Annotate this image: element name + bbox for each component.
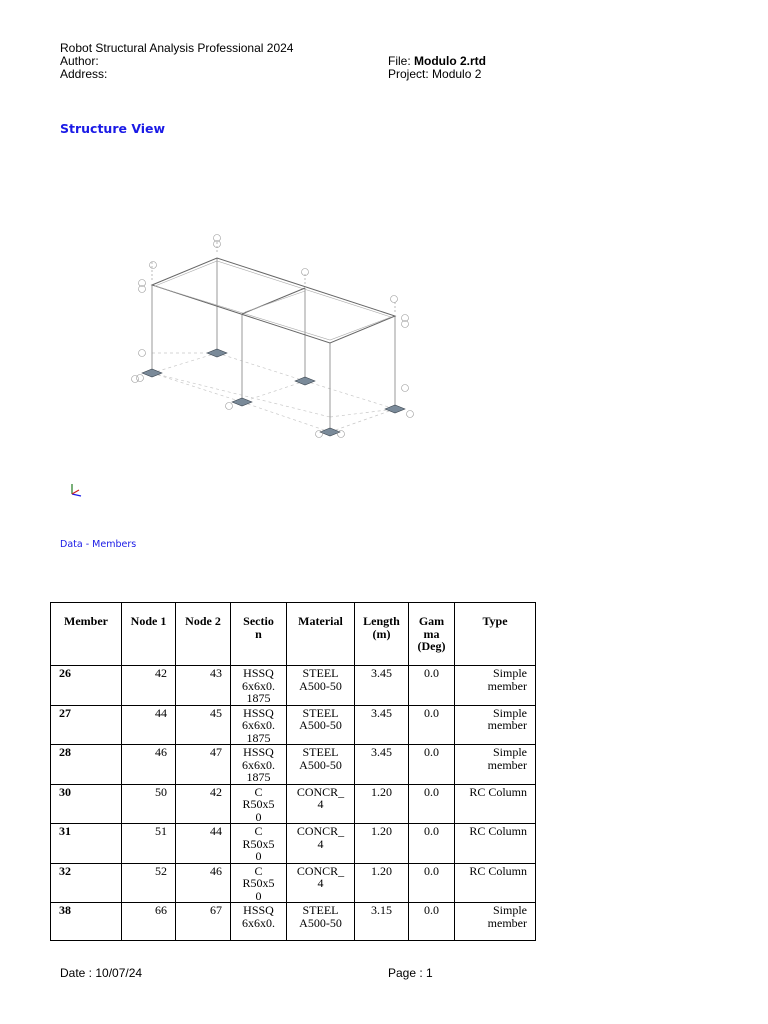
cell-type: RC Column xyxy=(455,824,536,864)
col-section: Sectio n xyxy=(231,603,287,666)
cell-type: RC Column xyxy=(455,784,536,824)
cell-member: 26 xyxy=(51,666,122,706)
footer-page: Page : 1 xyxy=(388,966,433,980)
author-label: Author: xyxy=(60,54,99,68)
cell-node1: 44 xyxy=(122,705,176,745)
cell-node1: 50 xyxy=(122,784,176,824)
col-member: Member xyxy=(51,603,122,666)
cell-material: STEEL A500-50 xyxy=(287,666,355,706)
cell-material: CONCR_ 4 xyxy=(287,824,355,864)
cell-material: STEEL A500-50 xyxy=(287,705,355,745)
cell-material: STEEL A500-50 xyxy=(287,903,355,941)
cell-section: HSSQ 6x6x0. xyxy=(231,903,287,941)
cell-gamma: 0.0 xyxy=(409,824,455,864)
cell-length: 3.45 xyxy=(355,666,409,706)
structure-view-image xyxy=(60,180,536,500)
cell-gamma: 0.0 xyxy=(409,666,455,706)
supports xyxy=(142,349,405,436)
table-row xyxy=(51,863,536,903)
col-node1: Node 1 xyxy=(122,603,176,666)
report-header-right xyxy=(388,55,486,81)
cell-node2: 67 xyxy=(176,903,231,941)
table-row xyxy=(51,745,536,785)
cell-type: Simple member xyxy=(455,705,536,745)
cell-gamma: 0.0 xyxy=(409,745,455,785)
structure-drawing xyxy=(60,180,536,500)
ground-grid xyxy=(152,353,395,432)
table-row xyxy=(51,666,536,706)
file-name: Modulo 2.rtd xyxy=(414,54,487,68)
cell-length: 1.20 xyxy=(355,863,409,903)
cell-section: C R50x5 0 xyxy=(231,863,287,903)
table-header-row xyxy=(51,603,536,666)
col-material: Material xyxy=(287,603,355,666)
cell-type: Simple member xyxy=(455,666,536,706)
axes-icon xyxy=(72,484,81,496)
node-markers xyxy=(132,235,414,438)
project-name: Modulo 2 xyxy=(432,67,482,81)
footer-date: Date : 10/07/24 xyxy=(60,966,143,980)
cell-type: Simple member xyxy=(455,903,536,941)
cell-node1: 51 xyxy=(122,824,176,864)
cell-gamma: 0.0 xyxy=(409,705,455,745)
cell-member: 28 xyxy=(51,745,122,785)
cell-member: 31 xyxy=(51,824,122,864)
cell-member: 32 xyxy=(51,863,122,903)
columns xyxy=(152,242,395,432)
col-type: Type xyxy=(455,603,536,666)
file-line: File: Modulo 2.rtd xyxy=(388,54,487,68)
cell-section: HSSQ 6x6x0. 1875 xyxy=(231,666,287,706)
col-node2: Node 2 xyxy=(176,603,231,666)
cell-section: HSSQ 6x6x0. 1875 xyxy=(231,745,287,785)
cell-node2: 42 xyxy=(176,784,231,824)
cell-length: 1.20 xyxy=(355,784,409,824)
cell-node2: 47 xyxy=(176,745,231,785)
table-row xyxy=(51,784,536,824)
cell-section: HSSQ 6x6x0. 1875 xyxy=(231,705,287,745)
cell-type: Simple member xyxy=(455,745,536,785)
cell-type: RC Column xyxy=(455,863,536,903)
cell-length: 3.45 xyxy=(355,745,409,785)
members-table-body xyxy=(51,666,536,941)
cell-member: 30 xyxy=(51,784,122,824)
table-row xyxy=(51,824,536,864)
cell-member: 38 xyxy=(51,903,122,941)
cell-section: C R50x5 0 xyxy=(231,784,287,824)
cell-gamma: 0.0 xyxy=(409,903,455,941)
cell-length: 1.20 xyxy=(355,824,409,864)
cell-node2: 45 xyxy=(176,705,231,745)
cell-material: STEEL A500-50 xyxy=(287,745,355,785)
cell-section: C R50x5 0 xyxy=(231,824,287,864)
cell-node2: 46 xyxy=(176,863,231,903)
cell-node1: 42 xyxy=(122,666,176,706)
cell-gamma: 0.0 xyxy=(409,863,455,903)
cell-length: 3.45 xyxy=(355,705,409,745)
report-header-left xyxy=(60,42,293,81)
cell-node1: 46 xyxy=(122,745,176,785)
structure-view-title: Structure View xyxy=(60,121,166,136)
cell-node2: 44 xyxy=(176,824,231,864)
project-line: Project: Modulo 2 xyxy=(388,67,482,81)
cell-node2: 43 xyxy=(176,666,231,706)
col-gamma: Gam ma (Deg) xyxy=(409,603,455,666)
cell-length: 3.15 xyxy=(355,903,409,941)
cell-node1: 66 xyxy=(122,903,176,941)
cell-node1: 52 xyxy=(122,863,176,903)
cell-member: 27 xyxy=(51,705,122,745)
cell-material: CONCR_ 4 xyxy=(287,863,355,903)
members-table xyxy=(50,602,536,941)
address-label: Address: xyxy=(60,67,108,81)
cell-gamma: 0.0 xyxy=(409,784,455,824)
table-row xyxy=(51,903,536,941)
app-title: Robot Structural Analysis Professional 2024 xyxy=(60,41,294,55)
col-length: Length (m) xyxy=(355,603,409,666)
roof-frame xyxy=(152,258,395,343)
members-section-title: Data - Members xyxy=(60,539,137,550)
cell-material: CONCR_ 4 xyxy=(287,784,355,824)
table-row xyxy=(51,705,536,745)
